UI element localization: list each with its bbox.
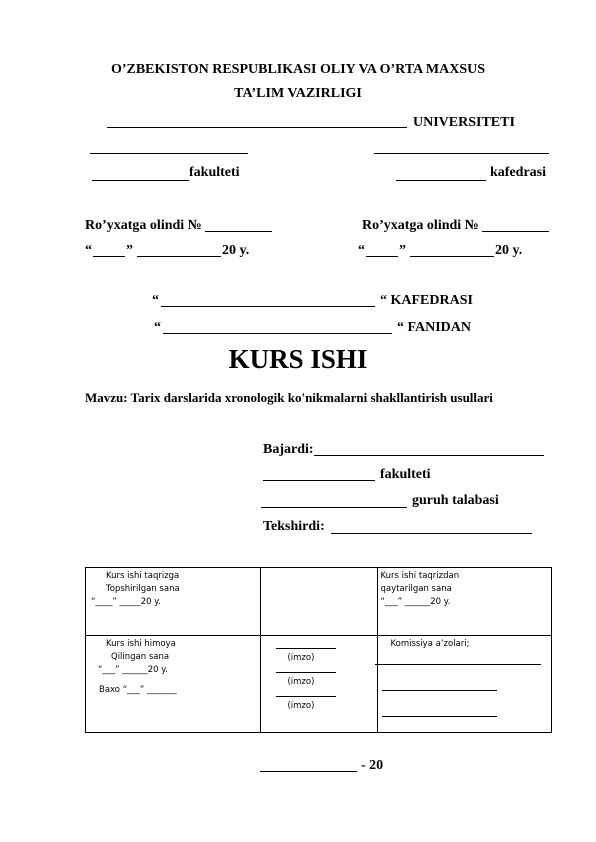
registration-left-date-open: “ [85,243,92,258]
signature-line [276,672,336,673]
registration-left-day-line [93,256,125,257]
signature-caption: (imzo) [287,701,315,711]
registration-left-number-line [205,231,272,232]
faculty-name-line [92,180,189,181]
registration-left-label: Ro’yxatga olindi № [85,218,202,233]
department-name-line [396,180,486,181]
blank-line-left [90,153,248,154]
fan-name-line [163,333,392,334]
defense-cell [86,636,261,733]
commission-title: Komissiya a’zolari; [390,639,470,649]
city-line [260,771,357,772]
department-label: kafedrasi [490,165,546,180]
tekshirdi-label: Tekshirdi: [263,519,325,534]
registration-right-day-line [366,256,398,257]
registration-right-number-line [482,231,549,232]
registration-right-label: Ro’yxatga olindi № [362,218,479,233]
ministry-line-2: TA’LIM VAZIRLIGI [234,86,362,101]
defense-grade: Baxo “___” _______ [99,685,177,695]
review-submit-title: Kurs ishi taqrizga [106,571,180,581]
commission-member-line [382,716,497,717]
signature-caption: (imzo) [287,677,315,687]
ministry-line-1: O’ZBEKISTON RESPUBLIKASI OLIY VA O’RTA MAXSUS [110,62,486,77]
registration-right-month-line [410,256,494,257]
signature-line [276,696,336,697]
signatures-cell [261,636,378,733]
review-submit-subtitle: Topshirilgan sana [106,584,180,594]
empty-cell [261,568,378,636]
performer-faculty-label: fakulteti [380,467,431,482]
registration-right-date-open: “ [358,243,365,258]
year-suffix: - 20 [361,758,384,773]
commission-member-line [375,664,541,665]
review-return-date: “___” ______20 y. [380,597,451,607]
kafedra-quote-open: “ [152,293,159,308]
kafedra-label: “ KAFEDRASI [380,293,473,308]
defense-date: “___” ______20 y. [98,665,168,675]
group-label: guruh talabasi [412,493,499,508]
review-table [85,567,552,733]
review-submit-date: “____” _____20 y. [91,597,161,607]
signature-caption: (imzo) [287,653,315,663]
commission-cell [378,636,552,733]
bajardi-label: Bajardi: [263,442,314,457]
university-label: UNIVERSITETI [413,115,515,130]
signature-line [276,648,336,649]
performer-faculty-line [263,480,375,481]
registration-right-year: 20 y. [495,243,523,258]
fan-quote-open: “ [154,320,161,335]
registration-left-year: 20 y. [222,243,250,258]
defense-title: Kurs ishi himoya [106,639,176,649]
review-return-cell [378,568,552,636]
blank-line-right [374,153,549,154]
tekshirdi-line [331,533,532,534]
fan-label: “ FANIDAN [397,320,472,335]
group-line [261,507,407,508]
document-title: KURS ISHI [228,344,368,374]
review-submit-cell [86,568,261,636]
defense-subtitle: Qilingan sana [111,652,170,662]
registration-left-date-close: ” [126,243,133,258]
registration-left-month-line [137,256,221,257]
topic: Mavzu: Tarix darslarida xronologik ko'nikmalarni shakllantirish usullari [85,390,493,405]
registration-right-date-close: ” [399,243,406,258]
commission-member-line [382,690,497,691]
faculty-label: fakulteti [189,165,240,180]
review-return-subtitle: qaytarilgan sana [380,584,452,594]
bajardi-line [314,455,544,456]
university-name-line [107,127,407,128]
kafedra-name-line [161,306,375,307]
review-return-title: Kurs ishi taqrizdan [380,571,460,581]
